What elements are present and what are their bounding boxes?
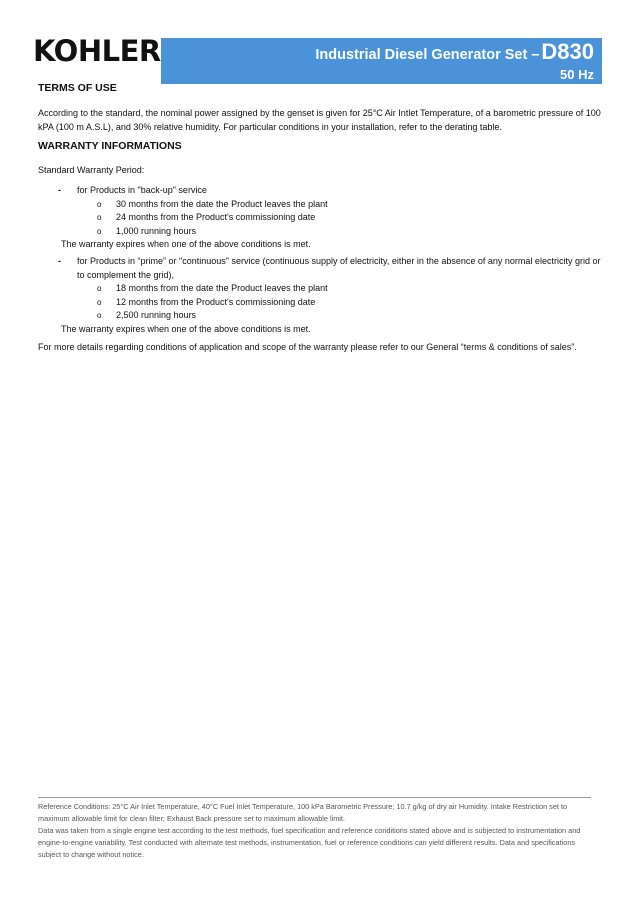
warranty-group-label [38, 255, 604, 282]
footer-notes [38, 801, 598, 861]
bullet-marker: o [97, 284, 102, 293]
logo-text: KOHLER [33, 34, 161, 68]
list-item-text: 18 months from the date the Product leaves the plant [116, 283, 328, 293]
banner-title-line [315, 39, 594, 65]
warranty-group-prime [38, 255, 604, 336]
group-label-text: for Products in "back-up" service [77, 185, 207, 195]
list-item-text: 24 months from the Product's commissioning date [116, 212, 316, 222]
frequency-label: 50 Hz [560, 67, 594, 82]
list-item [38, 296, 604, 310]
warranty-heading: WARRANTY INFORMATIONS [38, 140, 182, 152]
list-item-text: 2,500 running hours [116, 310, 197, 320]
terms-body: According to the standard, the nominal power assigned by the genset is given for 25°C Air Intlet Temperature, of a barometric pressure of 100 kPA (100 m A.S.L), and 30% relative humidity. For particular conditions in your installation, refer to the derating table. [38, 108, 601, 132]
bullet-marker: o [97, 311, 102, 320]
list-item [38, 198, 604, 212]
standard-warranty-label: Standard Warranty Period: [38, 165, 145, 175]
list-item [38, 309, 604, 323]
warranty-group-label [38, 184, 604, 198]
list-item-text: 12 months from the Product's commissioning date [116, 296, 316, 307]
footer-divider [38, 797, 591, 798]
bullet-marker: o [97, 199, 102, 209]
data-disclaimer: Data was taken from a single engine test according to the test methods, fuel specification and reference conditions stated above and is subjected to instrumentation and engine-to-engine variability. Test conducted with alternate test methods, instrumentation, fuel or reference conditions can yield different results. Data and specifications subject to change without notice. [38, 826, 581, 859]
warranty-expiry-note: The warranty expires when one of the above conditions is met. [61, 239, 311, 249]
list-item-text: 30 months from the date the Product leaves the plant [116, 198, 328, 209]
list-item [38, 225, 604, 239]
bullet-marker: o [97, 213, 102, 222]
list-item [38, 211, 604, 225]
terms-heading: TERMS OF USE [38, 82, 117, 94]
bullet-marker: o [97, 297, 102, 307]
more-details-text: For more details regarding conditions of application and scope of the warranty please refer to our General “terms & conditions of sales”. [38, 342, 577, 352]
bullet-marker: o [97, 226, 102, 236]
model-number: D830 [541, 39, 594, 64]
dash-marker: - [58, 185, 61, 195]
dash-marker: - [58, 256, 61, 266]
group-label-text: for Products in “prime” or "continuous" service (continuous supply of electricity, either in the absence of any normal electricity grid or to complement the grid), [77, 256, 601, 280]
warranty-expiry-note: The warranty expires when one of the above conditions is met. [61, 323, 311, 334]
warranty-group-backup [38, 184, 604, 252]
list-item-text: 1,000 running hours [116, 225, 197, 236]
reference-conditions: Reference Conditions: 25°C Air Inlet Temperature, 40°C Fuel Inlet Temperature, 100 kPa Barometric Pressure; 10.7 g/kg of dry air Humidity. Intake Restriction set to maximum allowable limit for clean filter; Exhaust Back pressure set to maximum allowable limit. [38, 802, 568, 823]
document-title: Industrial Diesel Generator Set – [315, 47, 540, 63]
list-item [38, 282, 604, 296]
header-banner [161, 38, 602, 84]
kohler-logo [33, 34, 169, 68]
